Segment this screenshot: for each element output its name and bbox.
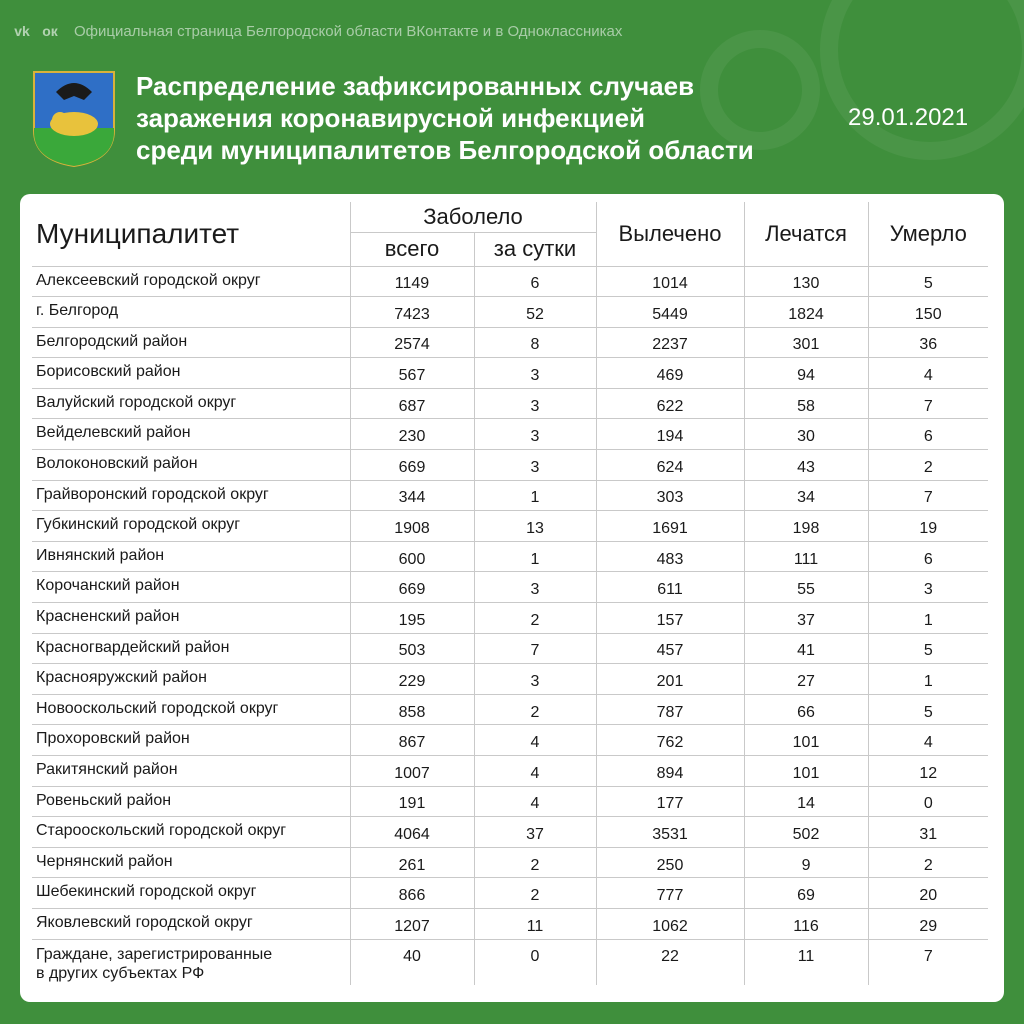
municipality-name: Ивнянский район [32,541,350,572]
cell-died: 2 [868,847,988,878]
cell-died: 4 [868,358,988,389]
cell-in-treatment: 27 [744,664,868,695]
municipality-name: Старооскольский городской округ [32,817,350,848]
municipality-name: Яковлевский городской округ [32,908,350,939]
cell-died: 31 [868,817,988,848]
column-header-municipality: Муниципалитет [36,217,240,249]
cell-per-day: 6 [474,266,596,297]
cell-total: 7423 [350,297,474,328]
cell-in-treatment: 34 [744,480,868,511]
cell-cured: 894 [596,756,744,787]
page-title [136,70,816,166]
cell-cured: 469 [596,358,744,389]
topline [12,18,622,44]
cell-total: 867 [350,725,474,756]
belgorod-coat-of-arms-icon [32,70,116,168]
cell-cured: 1014 [596,266,744,297]
municipality-name: Алексеевский городской округ [32,266,350,297]
table-row [32,450,988,481]
cell-died: 6 [868,541,988,572]
cell-died: 5 [868,633,988,664]
title-line: заражения коронавирусной инфекцией [136,103,646,133]
cell-per-day: 8 [474,327,596,358]
odnoklassniki-icon[interactable]: ок [42,23,58,39]
table-row [32,511,988,542]
cell-per-day: 2 [474,878,596,909]
cell-in-treatment: 55 [744,572,868,603]
cell-in-treatment: 101 [744,756,868,787]
cell-in-treatment: 11 [744,939,868,985]
column-header-sick: Заболело [350,202,596,232]
municipality-name [32,939,350,985]
cell-died: 36 [868,327,988,358]
table-row [32,419,988,450]
cell-per-day: 3 [474,419,596,450]
cell-per-day: 3 [474,450,596,481]
cell-cured: 303 [596,480,744,511]
table-row [32,756,988,787]
table-row [32,664,988,695]
cell-died: 29 [868,908,988,939]
cell-per-day: 0 [474,939,596,985]
municipality-name: Белгородский район [32,327,350,358]
report-date: 29.01.2021 [848,104,969,131]
municipality-name: Новооскольский городской округ [32,694,350,725]
municipality-name: Прохоровский район [32,725,350,756]
table-row [32,572,988,603]
municipality-name: Чернянский район [32,847,350,878]
municipality-name: Вейделевский район [32,419,350,450]
statistics-card [20,194,1004,1002]
table-row [32,878,988,909]
municipality-name: Губкинский городской округ [32,511,350,542]
cell-total: 1149 [350,266,474,297]
cell-per-day: 7 [474,633,596,664]
municipality-name: Волоконовский район [32,450,350,481]
cell-died: 19 [868,511,988,542]
cell-in-treatment: 58 [744,388,868,419]
cell-per-day: 2 [474,847,596,878]
cell-cured: 2237 [596,327,744,358]
cell-in-treatment: 37 [744,603,868,634]
cell-total: 230 [350,419,474,450]
cell-total: 600 [350,541,474,572]
cell-per-day: 4 [474,786,596,817]
cell-total: 4064 [350,817,474,848]
municipality-name: Краснояружский район [32,664,350,695]
cell-died: 150 [868,297,988,328]
cell-total: 1908 [350,511,474,542]
cell-cured: 3531 [596,817,744,848]
cell-in-treatment: 116 [744,908,868,939]
cell-in-treatment: 94 [744,358,868,389]
cell-cured: 624 [596,450,744,481]
cell-died: 5 [868,694,988,725]
cell-cured: 157 [596,603,744,634]
table-row [32,327,988,358]
table-row [32,358,988,389]
table-row [32,266,988,297]
cell-cured: 777 [596,878,744,909]
municipality-name: Ракитянский район [32,756,350,787]
table-row [32,694,988,725]
municipality-name: Красногвардейский район [32,633,350,664]
cell-died: 7 [868,939,988,985]
cell-in-treatment: 41 [744,633,868,664]
cell-per-day: 2 [474,603,596,634]
cell-in-treatment: 502 [744,817,868,848]
cell-in-treatment: 1824 [744,297,868,328]
cell-in-treatment: 9 [744,847,868,878]
cell-died: 7 [868,480,988,511]
background-ornament [820,0,1024,160]
cell-total: 229 [350,664,474,695]
cell-cured: 201 [596,664,744,695]
table-row [32,388,988,419]
cell-per-day: 4 [474,756,596,787]
municipality-name: Борисовский район [32,358,350,389]
table-row [32,297,988,328]
cell-total: 503 [350,633,474,664]
cell-in-treatment: 66 [744,694,868,725]
cell-per-day: 3 [474,388,596,419]
cell-per-day: 4 [474,725,596,756]
cell-cured: 611 [596,572,744,603]
topline-text: Официальная страница Белгородской области ВКонтакте и в Одноклассниках [74,22,623,40]
table-row [32,939,988,985]
table-row [32,847,988,878]
cell-per-day: 2 [474,694,596,725]
cell-cured: 5449 [596,297,744,328]
vk-icon[interactable]: vk [14,23,30,39]
cell-total: 2574 [350,327,474,358]
table-row [32,908,988,939]
municipality-name: Корочанский район [32,572,350,603]
cell-died: 2 [868,450,988,481]
cell-cured: 194 [596,419,744,450]
cell-per-day: 3 [474,664,596,695]
cell-died: 20 [868,878,988,909]
cell-cured: 177 [596,786,744,817]
name-line: в других субъектах РФ [36,964,205,982]
cell-died: 5 [868,266,988,297]
municipality-name: г. Белгород [32,297,350,328]
municipality-name: Грайворонский городской округ [32,480,350,511]
cell-total: 669 [350,572,474,603]
municipality-name: Ровеньский район [32,786,350,817]
cell-per-day: 1 [474,541,596,572]
cell-died: 1 [868,664,988,695]
table-row [32,725,988,756]
name-line: Граждане, зарегистрированные [36,945,273,963]
column-header-cured: Вылечено [596,202,744,266]
cases-table [32,202,988,985]
cell-per-day: 13 [474,511,596,542]
municipality-name: Красненский район [32,603,350,634]
cell-per-day: 11 [474,908,596,939]
cell-died: 3 [868,572,988,603]
cell-total: 858 [350,694,474,725]
cell-in-treatment: 130 [744,266,868,297]
table-body [32,266,988,985]
cell-total: 669 [350,450,474,481]
cell-total: 866 [350,878,474,909]
cell-in-treatment: 69 [744,878,868,909]
title-line: среди муниципалитетов Белгородской области [136,135,754,165]
cell-per-day: 3 [474,572,596,603]
cell-per-day: 3 [474,358,596,389]
column-header-in-treatment: Лечатся [744,202,868,266]
cell-cured: 457 [596,633,744,664]
cell-total: 687 [350,388,474,419]
cell-in-treatment: 301 [744,327,868,358]
cell-cured: 22 [596,939,744,985]
cell-in-treatment: 111 [744,541,868,572]
table-row [32,817,988,848]
cell-cured: 762 [596,725,744,756]
cell-died: 1 [868,603,988,634]
cell-in-treatment: 198 [744,511,868,542]
cell-in-treatment: 101 [744,725,868,756]
column-header-died: Умерло [889,220,967,246]
cell-total: 40 [350,939,474,985]
column-header-per-day: за сутки [474,232,596,266]
municipality-name: Валуйский городской округ [32,388,350,419]
municipality-name: Шебекинский городской округ [32,878,350,909]
cell-total: 261 [350,847,474,878]
cell-total: 1207 [350,908,474,939]
cell-per-day: 37 [474,817,596,848]
cell-total: 195 [350,603,474,634]
cell-died: 7 [868,388,988,419]
cell-cured: 1062 [596,908,744,939]
cell-died: 6 [868,419,988,450]
cell-died: 4 [868,725,988,756]
cell-total: 344 [350,480,474,511]
table-row [32,541,988,572]
cell-cured: 622 [596,388,744,419]
cell-per-day: 1 [474,480,596,511]
cell-per-day: 52 [474,297,596,328]
cell-died: 12 [868,756,988,787]
table-row [32,633,988,664]
cell-in-treatment: 30 [744,419,868,450]
cell-died: 0 [868,786,988,817]
cell-total: 1007 [350,756,474,787]
cell-cured: 787 [596,694,744,725]
cell-cured: 1691 [596,511,744,542]
cell-in-treatment: 43 [744,450,868,481]
cell-total: 567 [350,358,474,389]
cell-cured: 250 [596,847,744,878]
title-line: Распределение зафиксированных случаев [136,71,695,101]
cell-total: 191 [350,786,474,817]
cell-cured: 483 [596,541,744,572]
cell-in-treatment: 14 [744,786,868,817]
column-header-total: всего [350,232,474,266]
table-row [32,786,988,817]
table-row [32,603,988,634]
table-row [32,480,988,511]
